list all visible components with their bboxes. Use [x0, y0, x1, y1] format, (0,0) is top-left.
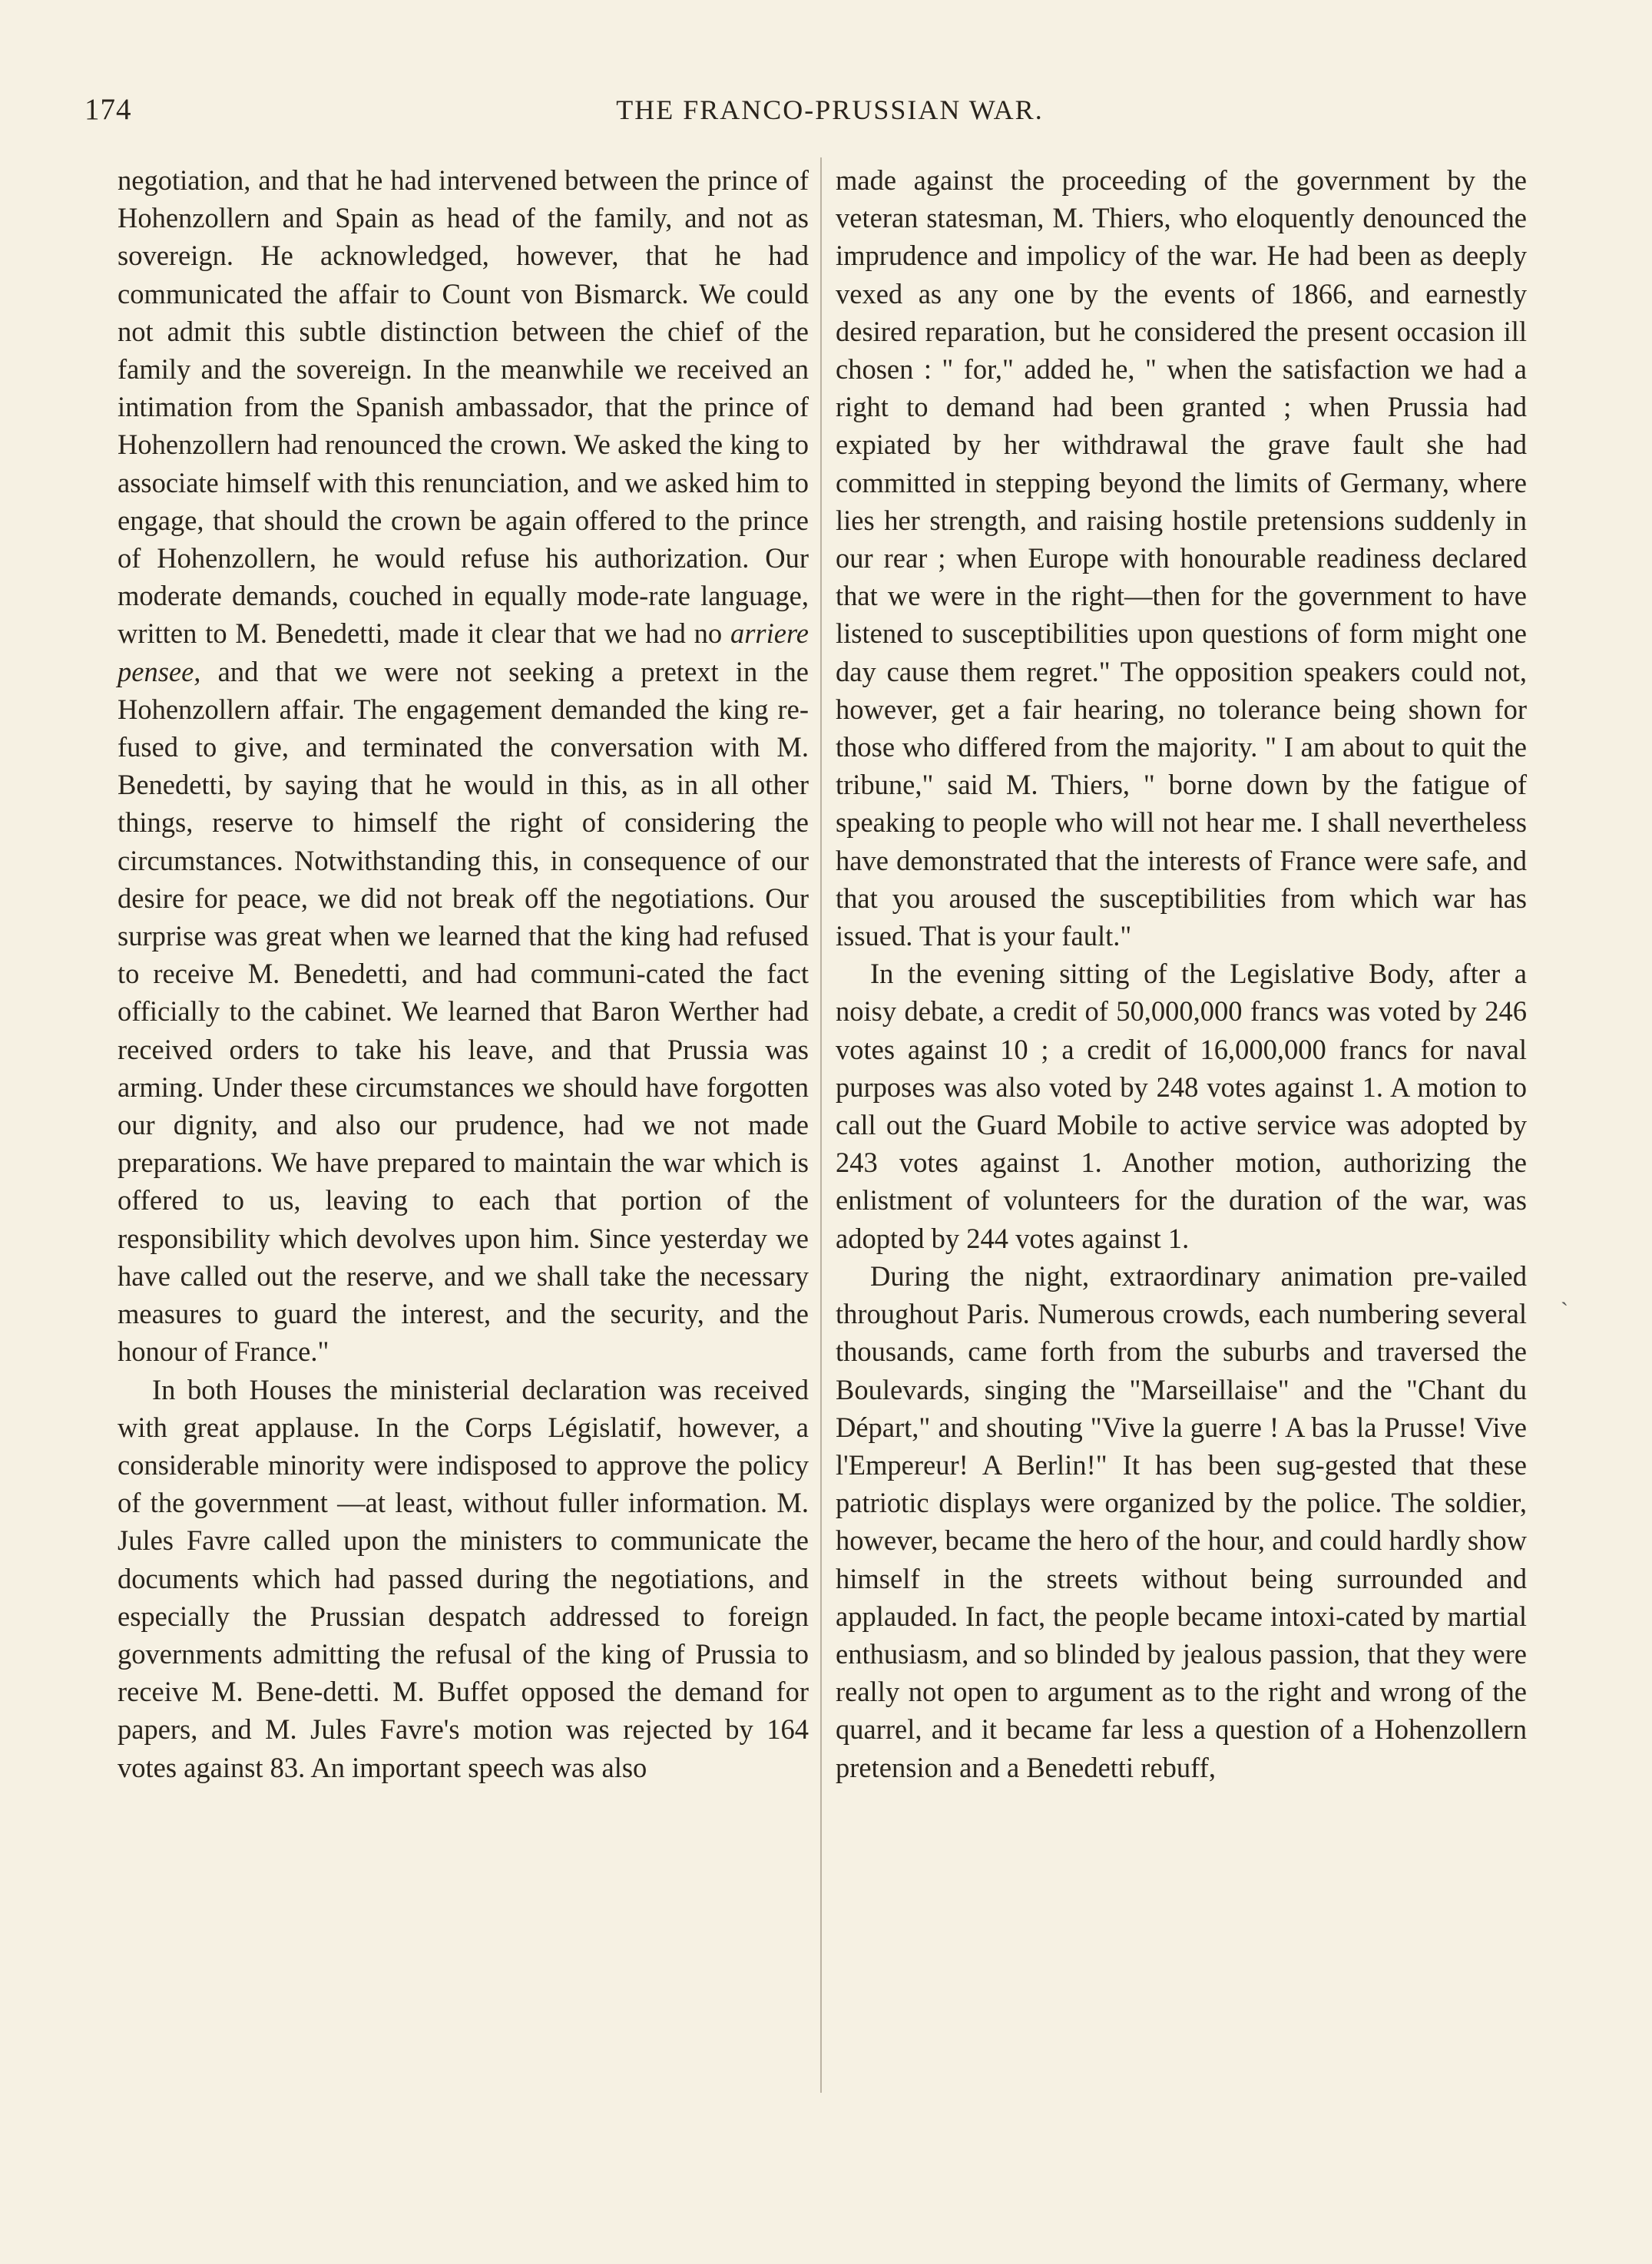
left-paragraph-2: In both Houses the ministerial declaration was received with great applause. In the Corps Législatif, however, a considerable minority were indisposed to approve the policy of the government —at least, without fuller information. M. Jules Favre called upon the ministers to communicate the documents which had passed during the negotiations, and especially the Prussian despatch addressed to foreign governments admitting the refusal of the king of Prussia to receive M. Bene-detti. M. Buffet opposed the demand for papers, and M. Jules Favre's motion was rejected by 164 votes against 83. An important speech was also [118, 1373, 809, 1783]
right-column [836, 161, 1527, 1786]
left-paragraph-1-continuation: and that we were not seeking a pretext in the Hohenzollern affair. The engagement demanded the king re-fused to give, and terminated the conversation with M. Benedetti, by saying that he would in this, as in all other things, reserve to himself the right of considering the circumstances. Notwithstanding this, in consequence of our desire for peace, we did not break off the negotiations. Our surprise was great when we learned that the king had refused to receive M. Benedetti, and had communi-cated the fact officially to the cabinet. We learned that Baron Werther had received orders to take his leave, and that Prussia was arming. Under these circumstances we should have forgotten our dignity, and also our prudence, had we not made preparations. We have prepared to maintain the war which is offered to us, leaving to each that portion of the responsibility which devolves upon him. Since yesterday we have called out the reserve, and we shall take the necessary measures to guard the interest, and the security, and the honour of France." [118, 655, 809, 1368]
page-header [84, 92, 1575, 138]
right-paragraph-3: During the night, extraordinary animation pre-vailed throughout Paris. Numerous crowds, each numbering several thousands, came forth from the suburbs and traversed the Boulevards, singing the "Marseillaise" and the "Chant du Départ," and shouting "Vive la guerre ! A bas la Prusse! Vive l'Empereur! A Berlin!" It has been sug-gested that these patriotic displays were organized by the police. The soldier, however, became the hero of the hour, and could hardly show himself in the streets without being surrounded and applauded. In fact, the people became intoxi-cated by martial enthusiasm, and so blinded by jealous passion, that they were really not open to argument as to the right and wrong of the quarrel, and it became far less a question of a Hohenzollern pretension and a Benedetti rebuff, [836, 1259, 1527, 1783]
page-number: 174 [84, 93, 132, 126]
left-column [118, 161, 809, 1786]
right-paragraph-2: In the evening sitting of the Legislative Body, after a noisy debate, a credit of 50,000,000 francs was voted by 246 votes against 10 ; a credit of 16,000,000 francs for naval purposes was also voted by 248 votes against 1. A motion to call out the Guard Mobile to active service was adopted by 243 votes against 1. Another motion, authorizing the enlistment of volunteers for the duration of the war, was adopted by 244 votes against 1. [836, 958, 1527, 1254]
column-divider [820, 157, 822, 2093]
italic-phrase: arriere pensee, [118, 617, 809, 687]
margin-mark: ` [1561, 1298, 1568, 1323]
running-title: THE FRANCO-PRUSSIAN WAR. [616, 94, 1044, 125]
right-paragraph-1: made against the proceeding of the government by the veteran statesman, M. Thiers, who eloquently denounced the imprudence and impolicy of the war. He had been as deeply vexed as any one by the events of 1866, and earnestly desired reparation, but he considered the present occasion ill chosen : " for," added he, " when the satisfaction we had a right to demand had been granted ; when Prussia had expiated by her withdrawal the grave fault she had committed in stepping beyond the limits of Germany, where lies her strength, and raising hostile pretensions suddenly in our rear ; when Europe with honourable readiness declared that we were in the right—then for the government to have listened to susceptibilities upon questions of form might one day cause them regret." The opposition speakers could not, however, get a fair hearing, no tolerance being shown for those who differed from the majority. " I am about to quit the tribune," said M. Thiers, " borne down by the fatigue of speaking to people who will not hear me. I shall nevertheless have demonstrated that the interests of France were safe, and that you aroused the susceptibilities from which war has issued. That is your fault." [836, 164, 1527, 952]
left-paragraph-1-text: negotiation, and that he had intervened between the prince of Hohenzollern and Spain as head of the family, and not as sovereign. He acknowledged, however, that he had communicated the affair to Count von Bismarck. We could not admit this subtle distinction between the chief of the family and the sovereign. In the meanwhile we received an intimation from the Spanish ambassador, that the prince of Hohenzollern had renounced the crown. We asked the king to associate himself with this renunciation, and we asked him to engage, that should the crown be again offered to the prince of Hohenzollern, he would refuse his authorization. Our moderate demands, couched in equally mode-rate language, written to M. Benedetti, made it clear that we had no [118, 164, 809, 650]
left-paragraph-1 [118, 161, 809, 1371]
